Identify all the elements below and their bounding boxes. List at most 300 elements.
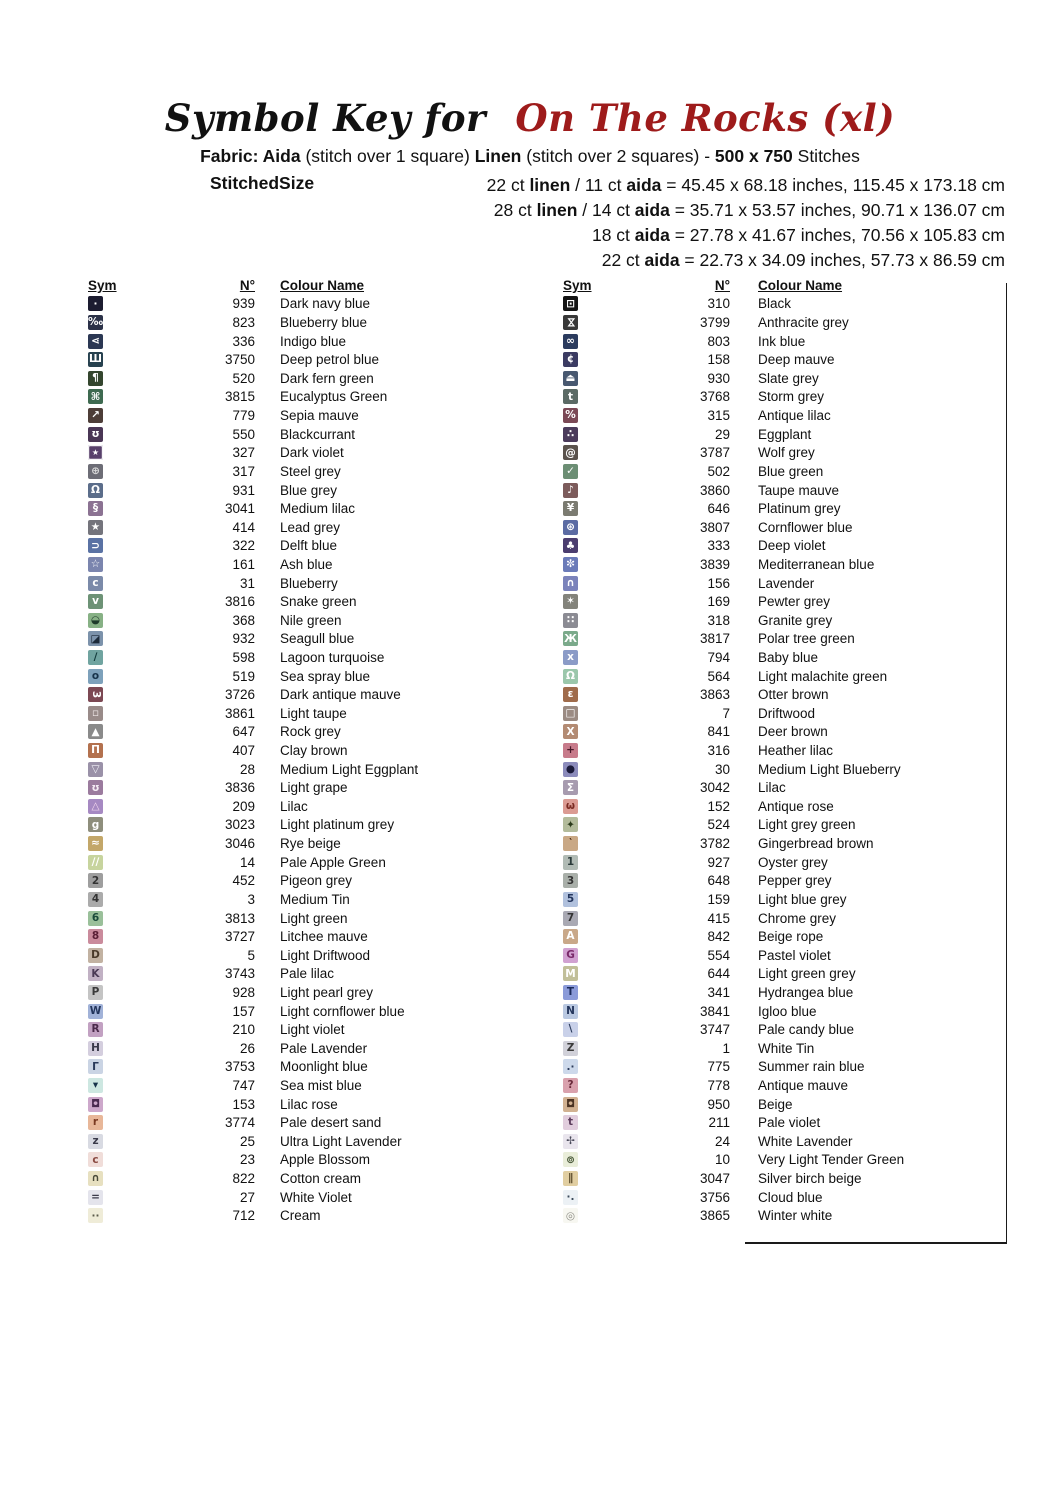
key-row bbox=[563, 872, 993, 891]
text-segment: 22 ct bbox=[601, 250, 645, 270]
symbol-swatch: c bbox=[88, 576, 103, 591]
colour-name: Cloud blue bbox=[758, 1189, 823, 1205]
colour-name: Dark antique mauve bbox=[280, 687, 401, 703]
key-row bbox=[563, 1169, 993, 1188]
colour-name: Beige bbox=[758, 1096, 793, 1112]
colour-name: Lagoon turquoise bbox=[280, 649, 385, 665]
key-row bbox=[88, 443, 508, 462]
symbol-swatch: ◎ bbox=[563, 1208, 578, 1223]
thread-number: 520 bbox=[232, 370, 255, 386]
symbol-swatch: ● bbox=[563, 762, 578, 777]
symbol-swatch: G bbox=[563, 948, 578, 963]
key-row bbox=[563, 1132, 993, 1151]
colour-name: Anthracite grey bbox=[758, 315, 849, 331]
key-row bbox=[563, 667, 993, 686]
thread-number: 932 bbox=[232, 631, 255, 647]
thread-number: 519 bbox=[232, 668, 255, 684]
symbol-swatch: ‰ bbox=[87, 316, 104, 329]
colour-name: Baby blue bbox=[758, 649, 819, 665]
symbol-swatch: ⏏ bbox=[563, 371, 578, 386]
colour-name: Pigeon grey bbox=[280, 873, 353, 889]
key-row bbox=[563, 481, 993, 500]
thread-number: 415 bbox=[707, 910, 730, 926]
text-segment: linen bbox=[536, 200, 578, 220]
symbol-swatch: ☆ bbox=[88, 557, 103, 572]
symbol-swatch: Ω bbox=[563, 669, 578, 684]
key-row bbox=[563, 909, 993, 928]
colour-name: Rye beige bbox=[280, 836, 341, 852]
thread-number: 3841 bbox=[699, 1003, 730, 1019]
symbol-swatch: ∩ bbox=[88, 1171, 103, 1186]
symbol-swatch: ♣ bbox=[563, 538, 578, 553]
stitched-size-line bbox=[487, 173, 1005, 198]
colour-name: Granite grey bbox=[758, 612, 833, 628]
colour-name: White Violet bbox=[280, 1189, 352, 1205]
key-row bbox=[88, 406, 508, 425]
title-pattern-name: On The Rocks (xl) bbox=[515, 96, 896, 140]
thread-number: 646 bbox=[707, 501, 730, 517]
thread-number: 23 bbox=[239, 1152, 255, 1168]
symbol-swatch: ·. bbox=[563, 1190, 578, 1205]
symbol-swatch: ∕∕ bbox=[88, 855, 103, 870]
colour-name: Polar tree green bbox=[758, 631, 855, 647]
key-row bbox=[88, 630, 508, 649]
text-segment: Linen bbox=[474, 146, 522, 166]
thread-number: 3750 bbox=[224, 352, 255, 368]
colour-name: Sea mist blue bbox=[280, 1078, 362, 1093]
symbol-swatch: 5 bbox=[563, 892, 578, 907]
key-row bbox=[563, 1206, 993, 1225]
key-row bbox=[563, 927, 993, 946]
symbol-swatch: ? bbox=[563, 1078, 578, 1093]
symbol-swatch: § bbox=[88, 501, 103, 516]
colour-name: Light blue grey bbox=[758, 891, 847, 907]
key-row bbox=[563, 406, 993, 425]
colour-name: Dark fern green bbox=[280, 370, 374, 386]
key-row bbox=[563, 1076, 993, 1095]
text-segment: Stitches bbox=[792, 146, 860, 166]
symbol-swatch: R bbox=[88, 1022, 103, 1037]
key-row bbox=[88, 499, 508, 518]
colour-name: Clay brown bbox=[280, 743, 348, 759]
symbol-swatch: 2 bbox=[88, 873, 103, 888]
thread-number: 3860 bbox=[699, 482, 730, 498]
thread-number: 3865 bbox=[699, 1208, 730, 1224]
symbol-swatch: ★ bbox=[88, 445, 103, 460]
colour-name: Pale candy blue bbox=[758, 1022, 855, 1038]
thread-number: 452 bbox=[232, 873, 255, 889]
text-segment: linen bbox=[529, 175, 571, 195]
key-row bbox=[563, 983, 993, 1002]
colour-name: Storm grey bbox=[758, 389, 825, 405]
thread-number: 598 bbox=[232, 649, 255, 665]
colour-name: Light platinum grey bbox=[280, 817, 395, 833]
colour-name: Indigo blue bbox=[280, 333, 347, 349]
text-segment: aida bbox=[644, 250, 680, 270]
text-segment: aida bbox=[626, 175, 662, 195]
key-row bbox=[88, 685, 508, 704]
symbol-swatch: ↗ bbox=[88, 408, 103, 423]
text-segment: = 45.45 x 68.18 inches, 115.45 x 173.18 cm bbox=[661, 175, 1005, 195]
thread-number: 14 bbox=[239, 854, 255, 870]
symbol-swatch: M bbox=[563, 966, 578, 981]
colour-name: Igloo blue bbox=[758, 1003, 817, 1019]
key-row bbox=[563, 890, 993, 909]
text-segment: (stitch over 2 squares) - bbox=[521, 146, 715, 166]
key-row bbox=[563, 1113, 993, 1132]
thread-number: 712 bbox=[232, 1208, 255, 1224]
colour-name: Medium Tin bbox=[280, 891, 350, 907]
thread-number: 414 bbox=[232, 519, 255, 535]
thread-number: 778 bbox=[707, 1078, 730, 1093]
key-row bbox=[563, 723, 993, 742]
key-row bbox=[88, 1002, 508, 1021]
thread-number: 3047 bbox=[699, 1171, 730, 1187]
thread-number: 931 bbox=[232, 482, 255, 498]
header-colour-name: Colour Name bbox=[280, 277, 365, 293]
symbol-swatch: r bbox=[88, 1115, 103, 1130]
key-row bbox=[563, 350, 993, 369]
stitched-size-label: StitchedSize bbox=[210, 173, 315, 193]
key-row bbox=[88, 295, 508, 314]
symbol-swatch: A bbox=[563, 929, 578, 944]
key-row bbox=[88, 797, 508, 816]
key-row bbox=[563, 1151, 993, 1170]
colour-name: Lilac bbox=[758, 780, 786, 796]
thread-number: 3726 bbox=[224, 687, 255, 703]
colour-name: Medium Light Blueberry bbox=[758, 761, 901, 777]
colour-name: Sepia mauve bbox=[280, 408, 359, 424]
key-row bbox=[88, 909, 508, 928]
colour-name: Summer rain blue bbox=[758, 1059, 865, 1075]
symbol-swatch: ✶ bbox=[563, 594, 578, 609]
thread-number: 3813 bbox=[224, 910, 255, 926]
symbol-swatch: ≈ bbox=[88, 836, 103, 851]
page-title bbox=[0, 96, 1060, 140]
key-row bbox=[563, 295, 993, 314]
thread-number: 333 bbox=[707, 538, 730, 554]
key-row bbox=[563, 760, 993, 779]
key-row bbox=[563, 611, 993, 630]
table-right-border bbox=[1006, 283, 1007, 1242]
symbol-swatch: ʊ bbox=[88, 780, 103, 795]
thread-number: 564 bbox=[707, 668, 730, 684]
thread-number: 3816 bbox=[224, 594, 255, 610]
symbol-swatch: ·· bbox=[88, 1208, 103, 1223]
symbol-swatch: K bbox=[88, 966, 103, 981]
key-row bbox=[88, 350, 508, 369]
stitched-size-values bbox=[487, 173, 1005, 273]
colour-name: Seagull blue bbox=[280, 631, 355, 647]
key-row bbox=[563, 797, 993, 816]
thread-number: 930 bbox=[707, 370, 730, 386]
key-row bbox=[88, 332, 508, 351]
key-row bbox=[88, 648, 508, 667]
colour-name: Ultra Light Lavender bbox=[280, 1133, 402, 1149]
colour-name: Eggplant bbox=[758, 426, 812, 442]
symbol-swatch: 3 bbox=[563, 873, 578, 888]
key-row bbox=[88, 778, 508, 797]
thread-number: 29 bbox=[714, 426, 730, 442]
symbol-swatch: ∷ bbox=[563, 613, 578, 628]
key-row bbox=[563, 425, 993, 444]
colour-name: Rock grey bbox=[280, 724, 341, 740]
key-row bbox=[563, 1020, 993, 1039]
key-column-header bbox=[88, 276, 508, 295]
symbol-swatch: 6 bbox=[88, 911, 103, 926]
colour-name: Mediterranean blue bbox=[758, 556, 875, 572]
colour-name: Cream bbox=[280, 1208, 321, 1224]
thread-number: 317 bbox=[232, 463, 255, 479]
thread-number: 7 bbox=[722, 705, 730, 721]
thread-number: 3799 bbox=[699, 315, 730, 331]
thread-number: 210 bbox=[232, 1022, 255, 1038]
symbol-swatch: ⊡ bbox=[563, 296, 578, 311]
key-column-left bbox=[88, 276, 508, 1225]
key-row bbox=[88, 518, 508, 537]
colour-name: Slate grey bbox=[758, 370, 819, 386]
symbol-swatch: D bbox=[88, 948, 103, 963]
header-sym: Sym bbox=[563, 277, 592, 293]
key-row bbox=[563, 499, 993, 518]
key-row bbox=[88, 537, 508, 556]
symbol-swatch: c bbox=[88, 1152, 103, 1167]
thread-number: 823 bbox=[232, 315, 255, 331]
symbol-swatch: ω bbox=[563, 799, 578, 814]
symbol-swatch: = bbox=[88, 1190, 103, 1205]
key-row bbox=[88, 946, 508, 965]
thread-number: 3807 bbox=[699, 519, 730, 535]
symbol-swatch: 3 bbox=[88, 687, 103, 702]
colour-name: Moonlight blue bbox=[280, 1059, 368, 1075]
symbol-swatch: ¢ bbox=[563, 352, 578, 367]
colour-name: Platinum grey bbox=[758, 501, 841, 517]
symbol-swatch: t bbox=[563, 1115, 578, 1130]
symbol-swatch: ⋖ bbox=[88, 334, 103, 349]
thread-number: 648 bbox=[707, 873, 730, 889]
thread-number: 842 bbox=[707, 929, 730, 945]
text-segment: / 11 ct bbox=[570, 175, 627, 195]
table-bottom-border bbox=[745, 1242, 1007, 1244]
key-row bbox=[88, 1058, 508, 1077]
colour-name: Hydrangea blue bbox=[758, 984, 854, 1000]
symbol-swatch: ∖ bbox=[563, 1022, 578, 1037]
symbol-swatch: ∩ bbox=[563, 576, 578, 591]
thread-number: 1 bbox=[722, 1040, 730, 1056]
colour-name: Dark violet bbox=[280, 445, 344, 461]
thread-number: 803 bbox=[707, 333, 730, 349]
thread-number: 24 bbox=[714, 1133, 730, 1149]
key-row bbox=[563, 555, 993, 574]
thread-number: 3727 bbox=[224, 929, 255, 945]
symbol-swatch: ▲ bbox=[88, 724, 103, 739]
symbol-swatch: ▾ bbox=[88, 1078, 103, 1093]
symbol-swatch: ¶ bbox=[88, 371, 103, 386]
thread-number: 5 bbox=[247, 947, 255, 963]
key-row bbox=[563, 462, 993, 481]
key-row bbox=[88, 611, 508, 630]
symbol-swatch: Π bbox=[88, 743, 103, 758]
symbol-swatch: ⊚ bbox=[563, 1152, 578, 1167]
key-row bbox=[88, 853, 508, 872]
header-number: N° bbox=[239, 277, 255, 293]
text-segment: = 35.71 x 53.57 inches, 90.71 x 136.07 cm bbox=[669, 200, 1005, 220]
thread-number: 928 bbox=[232, 984, 255, 1000]
key-row bbox=[563, 313, 993, 332]
key-row bbox=[88, 872, 508, 891]
symbol-swatch: ⊛ bbox=[563, 520, 578, 535]
thread-number: 336 bbox=[232, 333, 255, 349]
symbol-swatch: ◘ bbox=[88, 1097, 103, 1112]
thread-number: 927 bbox=[707, 854, 730, 870]
colour-name: Very Light Tender Green bbox=[758, 1152, 905, 1168]
colour-name: Medium Light Eggplant bbox=[280, 761, 419, 777]
symbol-swatch: .· bbox=[563, 1059, 578, 1074]
key-row bbox=[563, 1002, 993, 1021]
symbol-swatch: t bbox=[563, 389, 578, 404]
header-sym: Sym bbox=[88, 277, 117, 293]
thread-number: 153 bbox=[232, 1096, 255, 1112]
colour-name: Blue grey bbox=[280, 482, 338, 498]
thread-number: 161 bbox=[232, 556, 255, 572]
key-row bbox=[88, 555, 508, 574]
key-row bbox=[563, 741, 993, 760]
symbol-swatch: Z bbox=[563, 1041, 578, 1056]
colour-name: Beige rope bbox=[758, 929, 824, 945]
thread-number: 502 bbox=[707, 463, 730, 479]
colour-name: Taupe mauve bbox=[758, 482, 840, 498]
key-row bbox=[563, 1058, 993, 1077]
colour-name: Black bbox=[758, 296, 792, 312]
symbol-swatch: x bbox=[563, 650, 578, 665]
colour-name: Chrome grey bbox=[758, 910, 837, 926]
colour-name: Delft blue bbox=[280, 538, 338, 554]
symbol-swatch: Γ bbox=[88, 1059, 103, 1074]
key-row bbox=[563, 1095, 993, 1114]
symbol-swatch: ∥ bbox=[563, 1171, 578, 1186]
thread-number: 841 bbox=[707, 724, 730, 740]
thread-number: 25 bbox=[239, 1133, 255, 1149]
thread-number: 3815 bbox=[224, 389, 255, 405]
symbol-swatch: 4 bbox=[88, 892, 103, 907]
symbol-swatch: z bbox=[88, 1134, 103, 1149]
key-row bbox=[563, 1039, 993, 1058]
colour-name: Light Driftwood bbox=[280, 947, 371, 963]
key-row bbox=[88, 704, 508, 723]
key-row bbox=[563, 332, 993, 351]
colour-name: Gingerbread brown bbox=[758, 836, 874, 852]
key-column-right bbox=[563, 276, 993, 1225]
key-row bbox=[88, 462, 508, 481]
colour-name: Light grey green bbox=[758, 817, 856, 833]
title-prefix: Symbol Key for bbox=[164, 96, 486, 140]
key-row bbox=[88, 481, 508, 500]
colour-name: Deep violet bbox=[758, 538, 826, 554]
text-segment: 18 ct bbox=[591, 225, 635, 245]
colour-name: Blueberry blue bbox=[280, 315, 368, 331]
symbol-swatch: ▽ bbox=[88, 762, 103, 777]
colour-name: Winter white bbox=[758, 1208, 833, 1224]
thread-number: 3817 bbox=[699, 631, 730, 647]
colour-name: Heather lilac bbox=[758, 743, 834, 759]
thread-number: 159 bbox=[707, 891, 730, 907]
thread-number: 157 bbox=[232, 1003, 255, 1019]
thread-number: 3 bbox=[247, 891, 255, 907]
key-row bbox=[563, 630, 993, 649]
colour-name: Blueberry bbox=[280, 575, 338, 591]
colour-name: Pale desert sand bbox=[280, 1115, 382, 1131]
thread-number: 310 bbox=[707, 296, 730, 312]
thread-number: 31 bbox=[239, 575, 255, 591]
thread-number: 209 bbox=[232, 798, 255, 814]
thread-number: 644 bbox=[707, 966, 730, 982]
symbol-swatch: W bbox=[89, 1004, 102, 1017]
symbol-swatch: △ bbox=[88, 799, 103, 814]
key-row bbox=[563, 574, 993, 593]
colour-name: Light pearl grey bbox=[280, 984, 374, 1000]
thread-number: 10 bbox=[714, 1152, 730, 1168]
colour-name: Antique lilac bbox=[758, 408, 831, 424]
text-segment: aida bbox=[634, 200, 670, 220]
key-row bbox=[88, 927, 508, 946]
thread-number: 407 bbox=[232, 743, 255, 759]
thread-number: 30 bbox=[714, 761, 730, 777]
thread-number: 28 bbox=[239, 761, 255, 777]
colour-name: Pale lilac bbox=[280, 966, 335, 982]
colour-name: Lilac rose bbox=[280, 1096, 338, 1112]
colour-name: Deep petrol blue bbox=[280, 352, 380, 368]
colour-name: Lilac bbox=[280, 798, 308, 814]
symbol-swatch: X bbox=[563, 724, 578, 739]
colour-name: Pale Apple Green bbox=[280, 854, 386, 870]
colour-name: Wolf grey bbox=[758, 445, 815, 461]
colour-name: Pale violet bbox=[758, 1115, 821, 1131]
symbol-swatch: ✼ bbox=[563, 557, 578, 572]
thread-number: 169 bbox=[707, 594, 730, 610]
symbol-swatch: P bbox=[88, 985, 103, 1000]
thread-number: 950 bbox=[707, 1096, 730, 1112]
colour-name: Light grape bbox=[280, 780, 348, 796]
thread-number: 3756 bbox=[699, 1189, 730, 1205]
symbol-swatch: % bbox=[563, 408, 578, 423]
colour-name: Apple Blossom bbox=[280, 1152, 371, 1168]
colour-name: White Lavender bbox=[758, 1133, 853, 1149]
thread-number: 315 bbox=[707, 408, 730, 424]
key-row bbox=[88, 1151, 508, 1170]
colour-name: Light taupe bbox=[280, 705, 347, 721]
colour-name: Lead grey bbox=[280, 519, 341, 535]
colour-name: White Tin bbox=[758, 1040, 815, 1056]
key-row bbox=[563, 388, 993, 407]
thread-number: 26 bbox=[239, 1040, 255, 1056]
colour-name: Oyster grey bbox=[758, 854, 828, 870]
key-row bbox=[88, 369, 508, 388]
symbol-swatch: Ш bbox=[89, 353, 102, 366]
colour-name: Antique rose bbox=[758, 798, 834, 814]
thread-number: 524 bbox=[707, 817, 730, 833]
symbol-swatch: Σ bbox=[563, 780, 578, 795]
thread-number: 554 bbox=[707, 947, 730, 963]
key-row bbox=[563, 816, 993, 835]
symbol-swatch: o bbox=[88, 669, 103, 684]
symbol-swatch: ▫ bbox=[88, 706, 103, 721]
colour-name: Light violet bbox=[280, 1022, 345, 1038]
colour-name: Ash blue bbox=[280, 556, 333, 572]
key-row bbox=[563, 965, 993, 984]
colour-name: Medium lilac bbox=[280, 501, 356, 517]
symbol-swatch: + bbox=[563, 743, 578, 758]
stitched-size-line bbox=[487, 223, 1005, 248]
